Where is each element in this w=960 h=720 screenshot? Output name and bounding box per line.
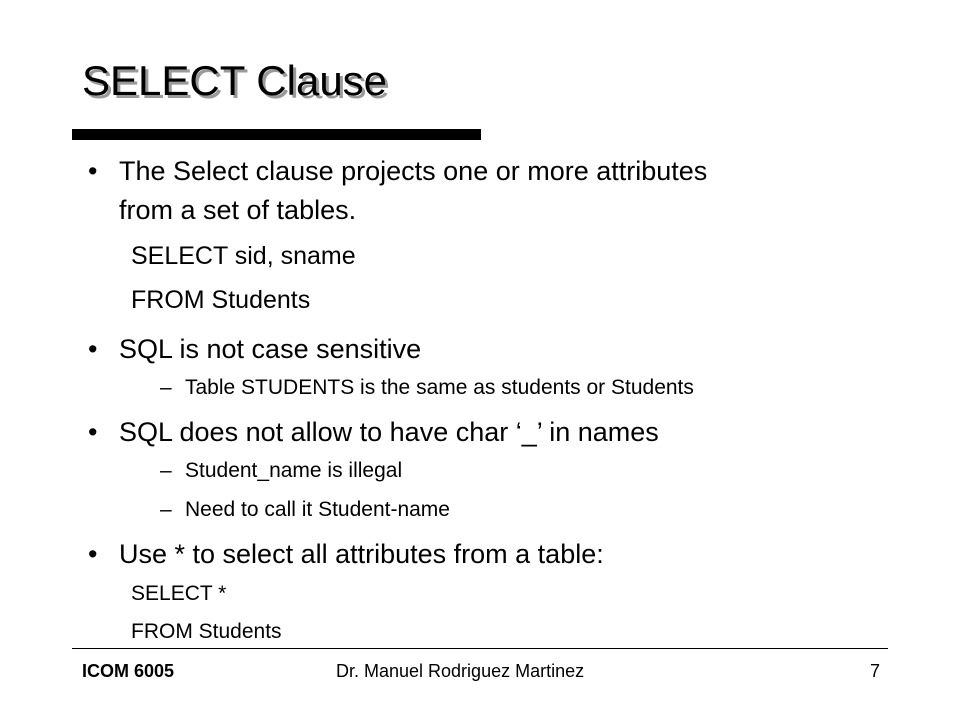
code-example-1-line-2: FROM Students (131, 286, 311, 314)
sub-bullet-dash: – (160, 498, 172, 521)
footer-course-code: ICOM 6005 (82, 661, 175, 681)
title-underline-bar (72, 129, 481, 140)
bullet-2-sub-1: Table STUDENTS is the same as students or Students (185, 376, 694, 399)
code-example-1-line-1: SELECT sid, sname (131, 242, 356, 270)
bullet-4-text: Use * to select all attributes from a table: (119, 539, 604, 569)
bullet-3-sub-2: Need to call it Student-name (185, 498, 450, 521)
bullet-marker: • (88, 539, 98, 569)
sub-bullet-dash: – (160, 459, 172, 482)
bullet-marker: • (88, 334, 98, 364)
bullet-marker: • (88, 156, 98, 186)
slide-title: SELECT Clause (82, 57, 388, 104)
bullet-3-sub-1: Student_name is illegal (185, 459, 403, 482)
footer-page-number: 7 (870, 661, 881, 681)
bullet-1-line-2: from a set of tables. (119, 195, 357, 225)
footer-divider (72, 648, 888, 649)
bullet-2-text: SQL is not case sensitive (119, 334, 422, 364)
bullet-3-text: SQL does not allow to have char ‘_’ in names (119, 417, 659, 447)
code-example-2-line-1: SELECT * (131, 582, 227, 605)
bullet-marker: • (88, 417, 98, 447)
code-example-2-line-2: FROM Students (131, 620, 282, 643)
sub-bullet-dash: – (160, 376, 172, 399)
bullet-1-line-1: The Select clause projects one or more attributes (119, 156, 708, 186)
footer-author: Dr. Manuel Rodriguez Martinez (336, 661, 585, 681)
